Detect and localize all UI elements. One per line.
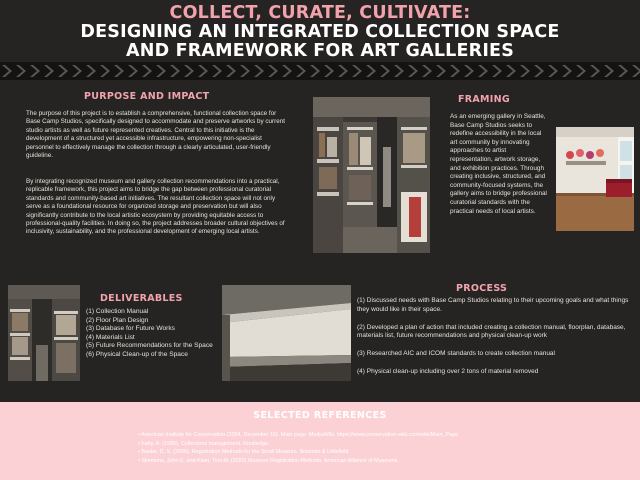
- process-step: (4) Physical clean-up including over 2 tons of material removed: [357, 367, 539, 375]
- reference-item: • Basbe, D. S. (2006). Registration Methods for the Small Museum. Bowman & Littlefield.: [138, 448, 558, 457]
- process-step: (3) Researched AIC and ICOM standards to create collection manual: [357, 350, 555, 358]
- reference-item: • Fahy, A. (1995). Collections management. Routledge.: [138, 440, 558, 449]
- storage-aisle-photo: [8, 285, 80, 381]
- references-list: [138, 431, 558, 465]
- storage-shelves-photo: [313, 97, 430, 253]
- deliverable-item: (5) Future Recommendations for the Space: [86, 342, 213, 350]
- purpose-paragraph-2: By integrating recognized museum and gallery collection recommendations into a practical, replicable framework, this project aims to bridge the gap between professional curatorial standards and community-based art initiatives. The resultant collection space will not only serve as a foundational resource for organized storage and preservation but will also significantly contribute to the local artistic ecosystem by providing equitable access to professional-quality facilities. In doing so, the project addresses broader cultural objectives of inclusivity, sustainability, and the professional development of emerging local artists.: [26, 178, 285, 236]
- deliverables-list: [86, 308, 221, 360]
- poster-title: [0, 4, 640, 61]
- reference-item: • Simmons, John E. and Kiser, Toni M. (2020) Museum Registration Methods. American Alliance of Museums.: [138, 457, 558, 466]
- deliverable-item: (2) Floor Plan Design: [86, 316, 149, 324]
- deliverable-item: (1) Collection Manual: [86, 308, 149, 315]
- gallery-room-photo: [556, 127, 634, 231]
- title-line-3: AND FRAMEWORK FOR ART GALLERIES: [125, 41, 515, 61]
- process-step: (2) Developed a plan of action that included creating a collection manual, floorplan, database, materials list, future recommendations and physical clean-up work: [357, 323, 626, 340]
- deliverable-item: (4) Materials List: [86, 333, 135, 341]
- title-line-1: COLLECT, CURATE, CULTIVATE:: [169, 3, 471, 23]
- framing-text: As an emerging gallery in Seattle, Base Camp Studios seeks to redefine accessibility in the local art community by innovating approaches to artist representation, artwork storage, and exhibition practices. Through creating inclusive, structured, and community-focused systems, the gallery aims to bridge professional curatorial standards with the practical needs of local artists.: [450, 113, 547, 215]
- chevron-divider: [0, 62, 640, 80]
- purpose-heading: PURPOSE AND IMPACT: [84, 91, 210, 102]
- chevron-pattern: [0, 62, 640, 80]
- process-step: (1) Discussed needs with Base Camp Studios relating to their upcoming goals and what things they would like in their space.: [357, 297, 629, 313]
- process-heading: PROCESS: [456, 283, 508, 294]
- process-steps: [357, 297, 633, 377]
- framing-heading: FRAMING: [458, 94, 510, 105]
- deliverable-item: (6) Physical Clean-up of the Space: [86, 350, 188, 358]
- cleaned-shelf-photo: [222, 285, 351, 381]
- title-line-2: DESIGNING AN INTEGRATED COLLECTION SPACE: [80, 22, 560, 42]
- deliverable-item: (3) Database for Future Works: [86, 325, 175, 333]
- reference-item: • American Institute for Conservation (2024, December 16). Main page. MediaWiki. https://www.conservation-wiki.com/wiki/Main_Page: [138, 431, 558, 440]
- deliverables-heading: DELIVERABLES: [100, 293, 183, 304]
- references-heading: SELECTED REFERENCES: [253, 410, 387, 421]
- purpose-paragraph-1: The purpose of this project is to establish a comprehensive, functional collection space for Base Camp Studios, specifically designed to accommodate and preserve artworks by current studio artists as well as future represented creatives. Central to this initiative is the development of a structured yet accessible infrastructure, empowering non-specialist personnel to effectively manage the collection through a clearly articulated, user-friendly guideline.: [26, 110, 285, 160]
